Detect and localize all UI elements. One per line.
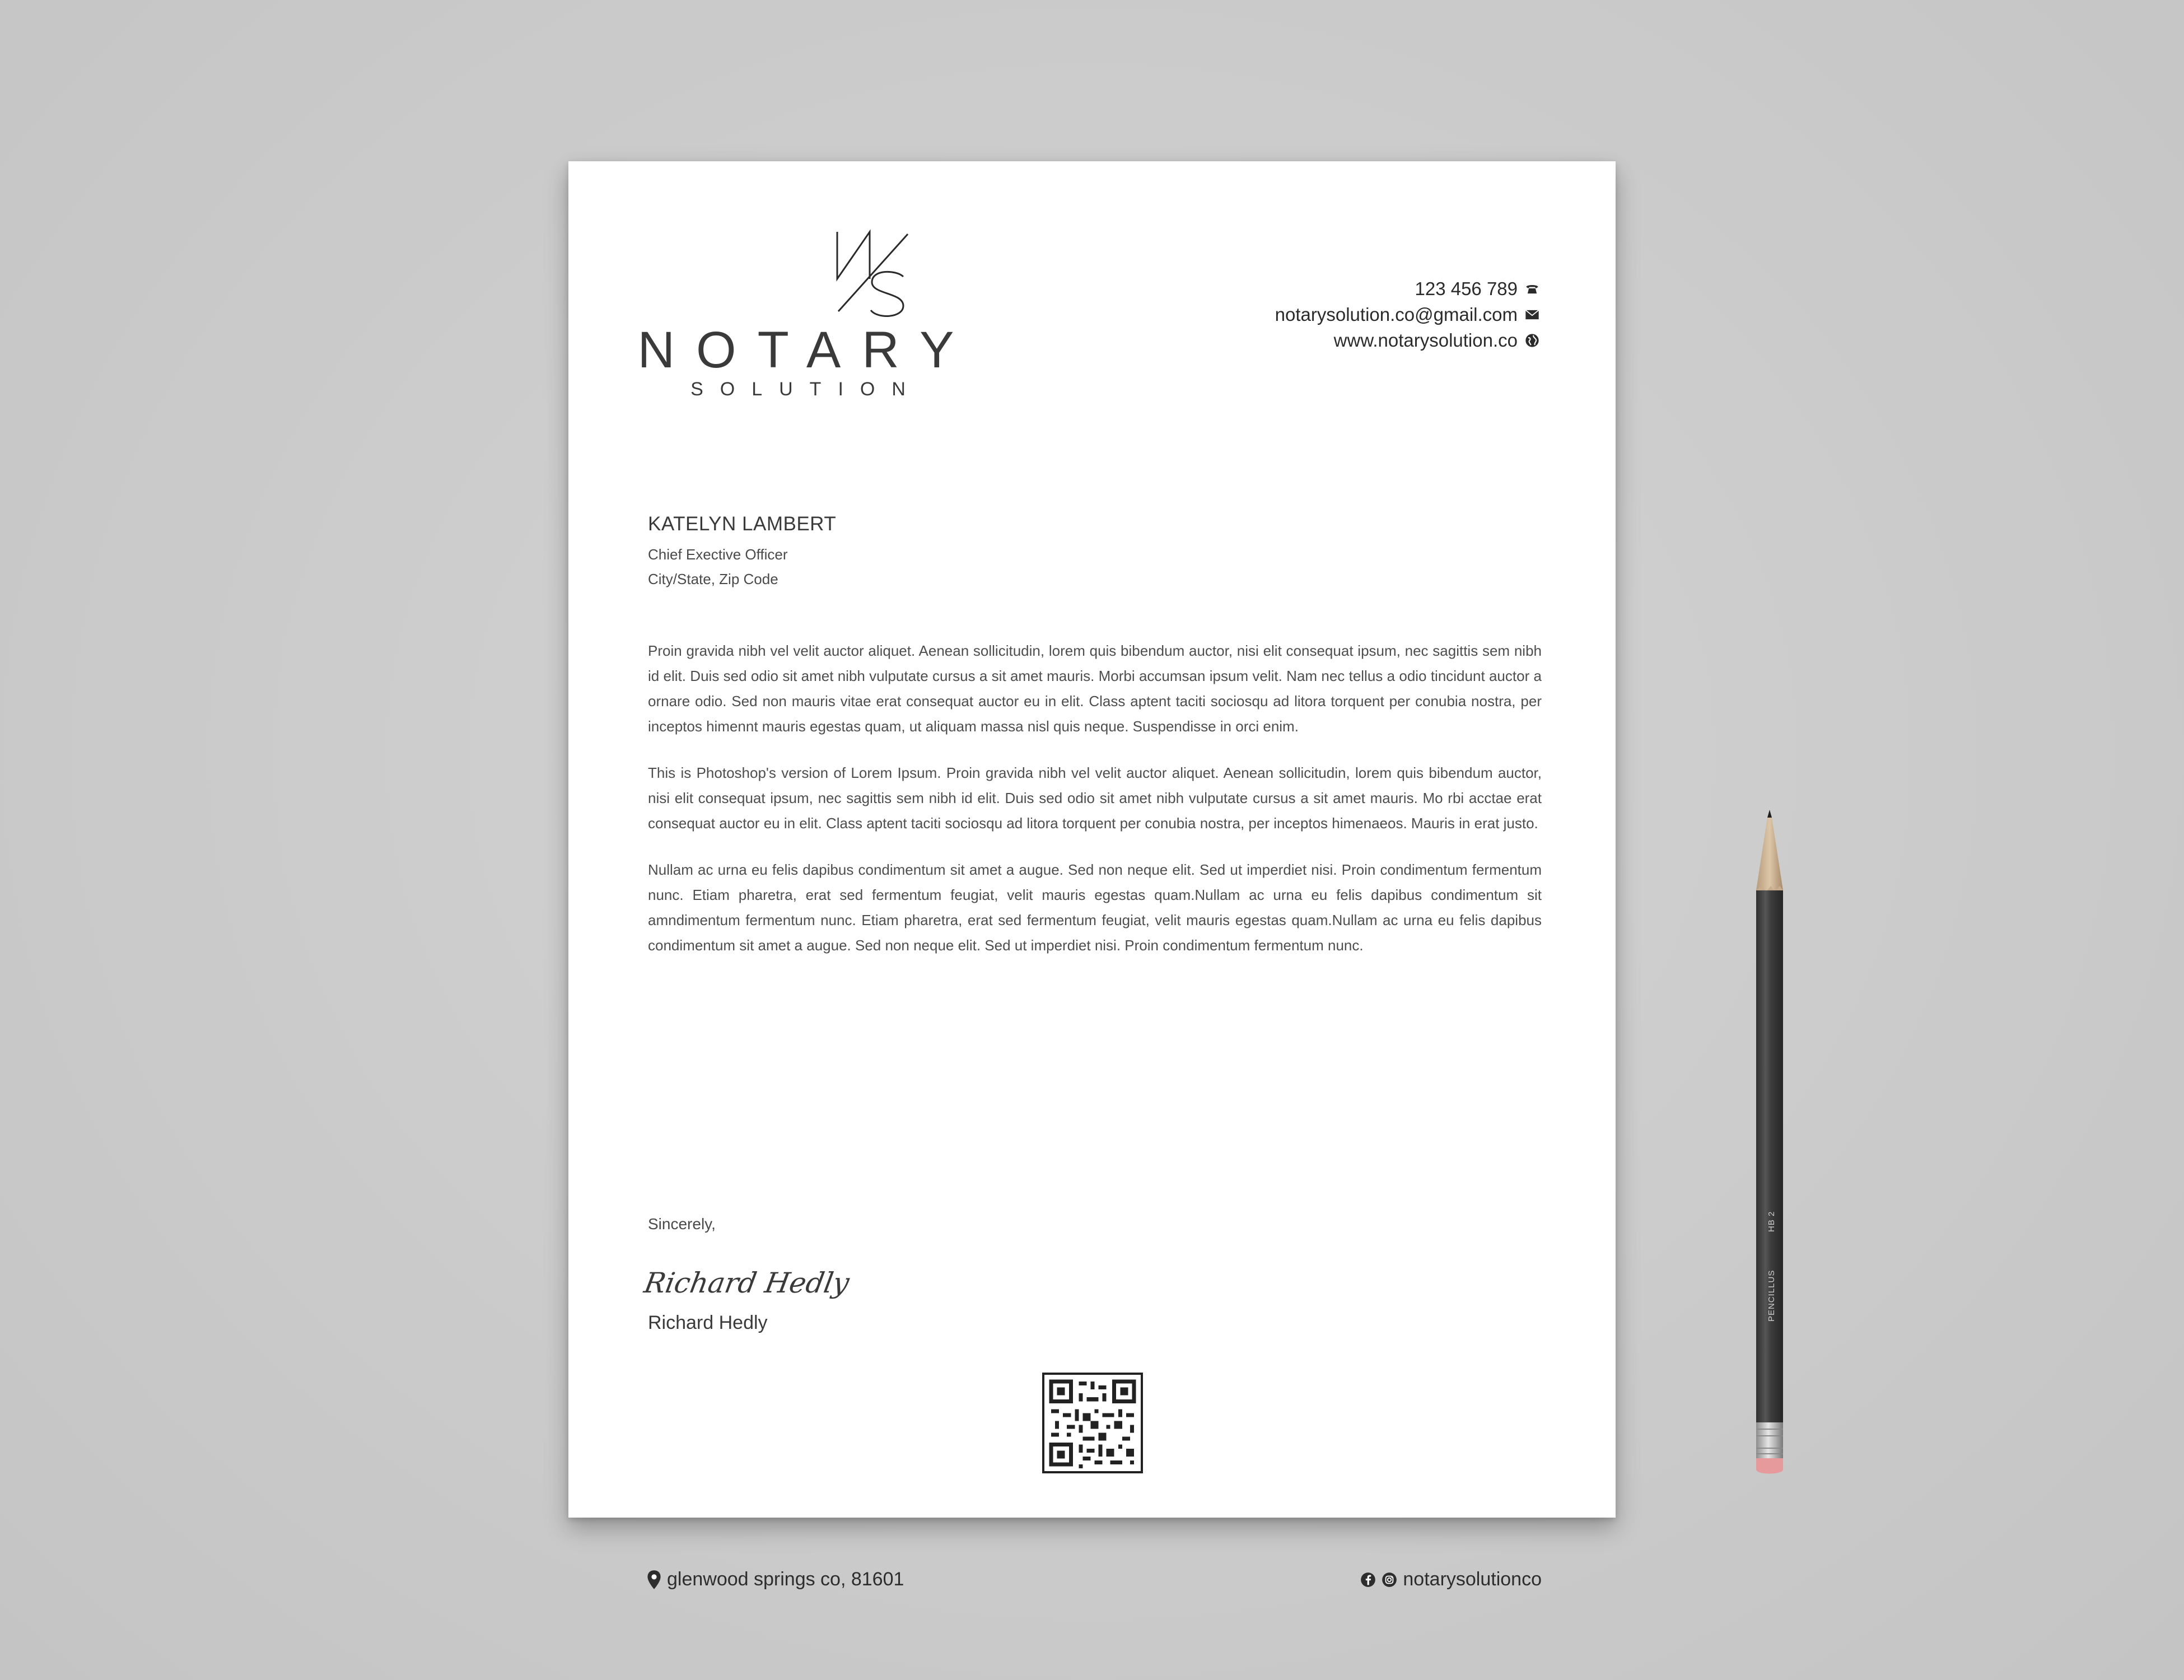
brand-name: NOTARY — [637, 321, 976, 379]
body-paragraph: This is Photoshop's version of Lorem Ipsum. Proin gravida nibh vel velit auctor aliquet. Aenean sollicitudin, lorem quis bibendum auctor, nisi elit consequat ipsum, nec sagittis sem nibh id elit. Duis sed odio sit amet nibh vulputate cursus a sit amet mauris. Mo rbi acctae erat consequat auctor eu in elit. Class aptent taciti sociosqu ad litora torquent per conubia nostra, per inceptos himenaeos. Mauris in erat justo. — [648, 764, 1542, 832]
map-pin-icon — [647, 1570, 661, 1590]
body-paragraph: Nullam ac urna eu felis dapibus condimentum sit amet a augue. Sed non neque elit. Sed ut imperdiet nisi. Proin condimentum fermentum nunc. Etiam pharetra, erat sed fermentum feugiat, velit mauris egestas quam.Nullam ac urna eu felis dapibus condimentum sit amndimentum fermentum nunc. Etiam pharetra, erat sed fermentum feugiat, velit mauris egestas quam.Nullam ac urna eu felis dapibus condimentum sit amet a augue. Sed non neque elit. Sed ut imperdiet nisi. Proin condimentum fermentum nunc. — [648, 861, 1542, 954]
pencil-brand: PENCILLUS — [1767, 1270, 1776, 1322]
pencil — [1752, 806, 1788, 1478]
closing-salutation: Sincerely, — [648, 1215, 716, 1233]
footer-social — [1360, 1569, 1542, 1590]
envelope-icon — [1524, 307, 1540, 323]
signer-name: Richard Hedly — [648, 1312, 768, 1333]
contact-phone-row — [1275, 276, 1540, 302]
phone-icon — [1524, 281, 1540, 297]
social-handle[interactable]: notarysolutionco — [1403, 1569, 1542, 1590]
contact-block — [1275, 276, 1540, 353]
website-link[interactable]: www.notarysolution.co — [1333, 330, 1518, 351]
pencil-grade: HB 2 — [1767, 1211, 1776, 1232]
recipient-name: KATELYN LAMBERT — [648, 513, 837, 535]
body-paragraph: Proin gravida nibh vel velit auctor aliquet. Aenean sollicitudin, lorem quis bibendum auctor, nisi elit consequat ipsum, nec sagittis sem nibh id elit. Duis sed odio sit amet nibh vulputate cursus a sit amet mauris. Morbi accumsan ipsum velit. Nam nec tellus a odio tincidunt auctor a ornare odio. Sed non mauris vitae erat consequat auctor eu in elit. Class aptent taciti sociosqu ad litora torquent per conubia nostra, per inceptos himennt mauris egestas quam, ut aliquam massa nisl quis neque. Suspendisse in orci enim. — [648, 642, 1542, 735]
globe-icon — [1524, 333, 1540, 348]
footer-address — [647, 1569, 904, 1590]
letter-body — [648, 638, 1542, 979]
brand-tagline: SOLUTION — [690, 379, 922, 400]
signature-script: Richard Hedly — [641, 1266, 852, 1299]
phone-number[interactable]: 123 456 789 — [1415, 278, 1518, 299]
brand-logo — [637, 227, 976, 400]
recipient-title: Chief Exective Officer — [648, 546, 788, 563]
recipient-location: City/State, Zip Code — [648, 571, 778, 587]
letterhead-paper — [568, 161, 1616, 1590]
recipient-block — [648, 513, 836, 591]
instagram-icon[interactable] — [1382, 1572, 1397, 1588]
email-address[interactable]: notarysolution.co@gmail.com — [1275, 304, 1518, 325]
handwritten-signature — [641, 1258, 852, 1308]
address-text: glenwood springs co, 81601 — [667, 1569, 904, 1590]
contact-email-row — [1275, 302, 1540, 328]
contact-web-row — [1275, 328, 1540, 353]
brand-logo-graphic — [637, 227, 976, 400]
facebook-icon[interactable] — [1360, 1572, 1376, 1588]
qr-code[interactable] — [1043, 1374, 1142, 1472]
